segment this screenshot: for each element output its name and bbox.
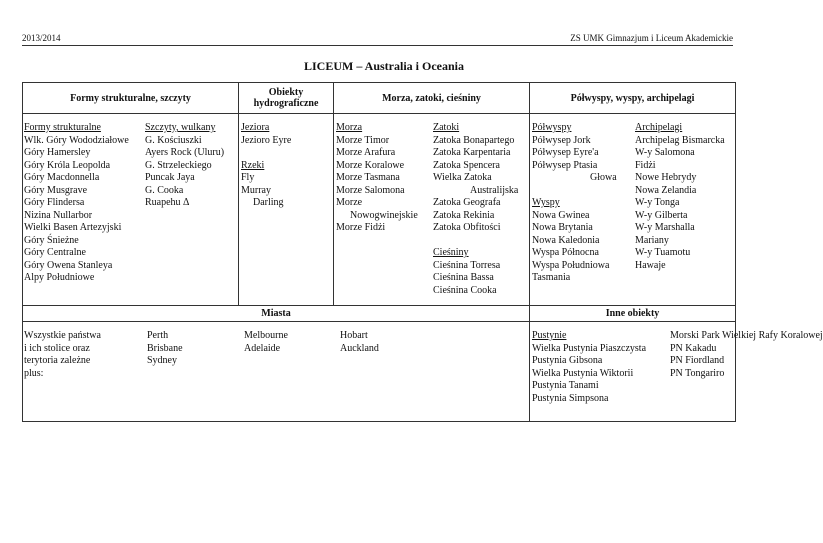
city-item: Auckland <box>340 342 379 354</box>
list-item: Wielka Pustynia Piaszczysta <box>532 342 647 354</box>
column-header-peninsulas: Półwyspy, wyspy, archipelagi <box>530 83 736 114</box>
list-item: Mariany <box>635 234 669 246</box>
list-item: W-y Marshalla <box>635 222 695 233</box>
school-name: ZS UMK Gimnazjum i Liceum Akademickie <box>570 33 733 43</box>
list-item: G. Cooka <box>145 184 184 196</box>
city-item: Melbourne <box>244 330 288 341</box>
islands-heading: Wyspy <box>532 197 560 208</box>
peaks-list <box>145 122 224 285</box>
list-item: Zatoka Geografa <box>433 197 501 208</box>
list-item: Morze Fidżi <box>336 222 386 233</box>
note-line: Wszystkie państwa <box>24 330 101 341</box>
list-item: PN Tongariro <box>670 367 725 379</box>
other-objects-cell <box>530 322 823 422</box>
list-item: Hawaje <box>635 259 666 271</box>
list-item: Alpy Południowe <box>24 272 95 283</box>
cities-note <box>24 330 147 380</box>
list-item: Darling <box>253 197 284 208</box>
archipelagos-heading: Archipelagi <box>635 122 683 133</box>
note-line: i ich stolice oraz <box>24 342 90 354</box>
list-item: Wielki Basen Artezyjski <box>24 222 122 233</box>
parks-list <box>670 330 823 405</box>
list-item: Morze Salomona <box>336 184 405 196</box>
list-item: Cieśnina Torresa <box>433 259 501 271</box>
cities-header: Miasta <box>23 306 530 322</box>
list-item: Góry Centralne <box>24 247 86 258</box>
list-item: Półwysep Ptasia <box>532 159 598 171</box>
list-item: Archipelag Bismarcka <box>635 134 725 146</box>
list-item: Góry Śnieżne <box>24 234 79 246</box>
list-item: Nowogwinejskie <box>350 209 418 221</box>
school-year: 2013/2014 <box>22 33 61 43</box>
seas-heading: Morza <box>336 122 363 133</box>
city-item: Adelaide <box>244 342 281 354</box>
straits-heading: Cieśniny <box>433 247 469 258</box>
archipelagos-list <box>635 122 725 285</box>
list-item: Australijska <box>470 184 519 196</box>
list-item: Puncak Jaya <box>145 172 195 183</box>
list-item: PN Kakadu <box>670 342 717 354</box>
hydro-cell <box>239 114 334 306</box>
city-item: Perth <box>147 330 169 341</box>
column-header-forms: Formy strukturalne, szczyty <box>23 83 239 114</box>
list-item: Pustynia Simpsona <box>532 392 609 404</box>
list-item: Morze Arafura <box>336 147 396 158</box>
list-item: W-y Tonga <box>635 197 680 208</box>
list-item: Fly <box>241 172 255 183</box>
list-item: Nizina Nullarbor <box>24 209 93 221</box>
peninsulas-cell <box>530 114 736 306</box>
list-item: Morze <box>336 197 363 208</box>
bays-heading: Zatoki <box>433 122 460 133</box>
city-item: Brisbane <box>147 342 183 354</box>
list-item: W-y Gilberta <box>635 209 688 221</box>
list-item: Góry Musgrave <box>24 184 88 196</box>
hydro-list <box>241 122 291 210</box>
deserts-list <box>532 330 670 405</box>
list-item: Murray <box>241 184 271 196</box>
column-header-hydro-text: Obiekty hydrograficzne <box>253 87 319 109</box>
list-item: Góry Macdonnella <box>24 172 100 183</box>
list-item: Góry Króla Leopolda <box>24 159 111 171</box>
list-item: Wyspa Południowa <box>532 259 610 271</box>
list-item: Zatoka Karpentaria <box>433 147 511 158</box>
list-item: Morze Tasmana <box>336 172 400 183</box>
list-item: G. Strzeleckiego <box>145 159 212 171</box>
list-item: Góry Hamersley <box>24 147 91 158</box>
deserts-heading: Pustynie <box>532 330 567 341</box>
list-item: Zatoka Bonapartego <box>433 134 515 146</box>
list-item: Nowa Gwinea <box>532 209 590 221</box>
list-item: Nowa Kaledonia <box>532 234 600 246</box>
cities-group-3 <box>340 330 379 380</box>
structural-forms-list <box>24 122 145 285</box>
other-objects-header: Inne obiekty <box>530 306 736 322</box>
list-item: Wielka Pustynia Wiktorii <box>532 367 634 379</box>
column-header-hydro <box>239 83 334 114</box>
cities-cell <box>23 322 530 422</box>
cities-group-2 <box>244 330 340 380</box>
note-line: terytoria zależne <box>24 355 91 366</box>
list-item: Półwysep Jork <box>532 134 591 146</box>
list-item: PN Fiordland <box>670 355 725 366</box>
list-item: Morze Koralowe <box>336 159 405 171</box>
structural-forms-heading: Formy strukturalne <box>24 122 101 133</box>
list-item: G. Kościuszki <box>145 134 202 146</box>
list-item: Ruapehu Δ <box>145 197 190 208</box>
forms-cell <box>23 114 239 306</box>
note-line: plus: <box>24 367 44 379</box>
list-item: Wyspa Północna <box>532 247 599 258</box>
rivers-heading: Rzeki <box>241 159 265 171</box>
list-item: Głowa <box>590 172 617 183</box>
bays-list <box>433 122 518 297</box>
list-item: Cieśnina Cooka <box>433 284 497 296</box>
seas-cell <box>334 114 530 306</box>
list-item: Nowa Brytania <box>532 222 593 233</box>
list-item: Zatoka Obfitości <box>433 222 501 233</box>
cities-group-1 <box>147 330 244 380</box>
peninsulas-list <box>532 122 635 285</box>
geography-table <box>22 82 823 422</box>
peaks-heading: Szczyty, wulkany <box>145 122 216 133</box>
header-rule <box>22 45 733 46</box>
peninsulas-heading: Półwyspy <box>532 122 572 133</box>
list-item: Góry Flindersa <box>24 197 85 208</box>
list-item: Góry Owena Stanleya <box>24 259 113 271</box>
list-item: Jezioro Eyre <box>241 134 292 146</box>
list-item: Wlk. Góry Wododziałowe <box>24 134 129 146</box>
lakes-heading: Jeziora <box>241 122 270 133</box>
list-item: Zatoka Spencera <box>433 159 500 171</box>
list-item: Cieśnina Bassa <box>433 272 494 283</box>
list-item: Ayers Rock (Uluru) <box>145 147 225 158</box>
list-item: W-y Salomona <box>635 147 695 158</box>
seas-list <box>336 122 433 297</box>
list-item: Morze Timor <box>336 134 390 146</box>
list-item: Nowa Zelandia <box>635 184 697 196</box>
city-item: Hobart <box>340 330 368 341</box>
page-title: LICEUM – Australia i Oceania <box>303 59 464 73</box>
list-item: Półwysep Eyre'a <box>532 147 599 158</box>
list-item: Tasmania <box>532 272 571 283</box>
list-item: Wielka Zatoka <box>433 172 492 183</box>
city-item: Sydney <box>147 355 177 366</box>
list-item: Zatoka Rekinia <box>433 209 495 221</box>
list-item: Pustynia Gibsona <box>532 355 603 366</box>
list-item: Pustynia Tanami <box>532 380 599 391</box>
list-item: Nowe Hebrydy <box>635 172 697 183</box>
list-item: W-y Tuamotu <box>635 247 691 258</box>
column-header-seas: Morza, zatoki, cieśniny <box>334 83 530 114</box>
list-item: Fidżi <box>635 159 656 171</box>
list-item: Morski Park Wielkiej Rafy Koralowej <box>670 330 823 341</box>
